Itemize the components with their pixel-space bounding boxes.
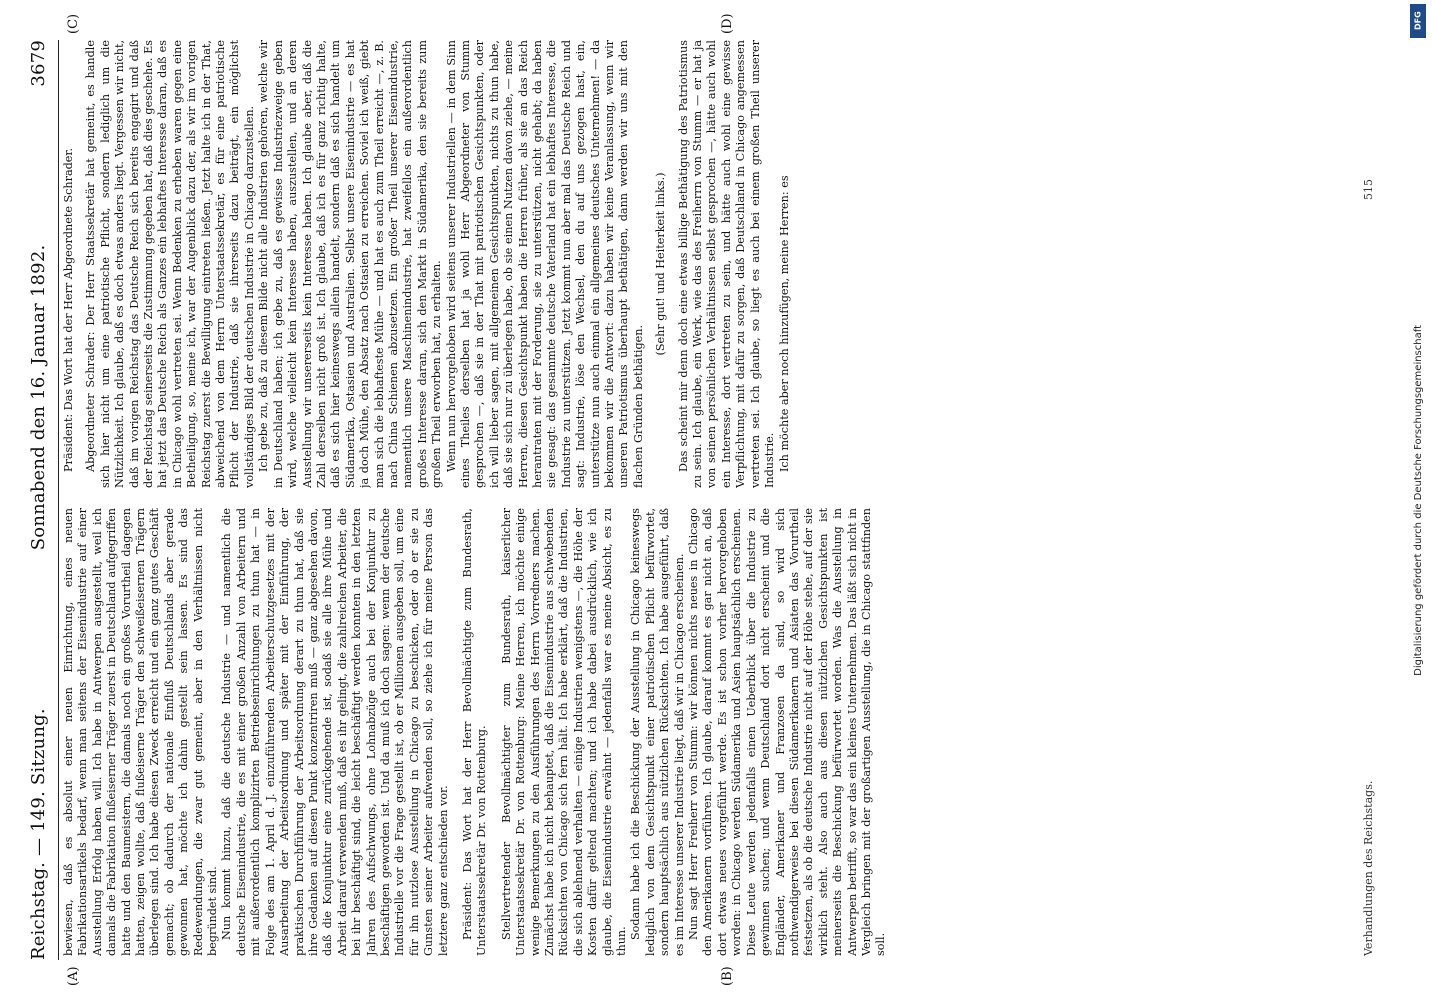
paragraph: Nun sagt Herr Freiherr von Stumm: wir können nichts neues in Chicago den Amerikanern vorführen. Ich glaube, darauf kommt es gar nicht an, daß dort etwas neues vorgeführt werde. Es ist schon vorher hervorgehoben worden: in Chicago werden Südamerika und Asien hauptsächlich erscheinen. Diese Leute werden jedenfalls einen Ueberblick über die Industrie zu gewinnen suchen; und wenn Deutschland dort nicht erscheint und die Engländer, Amerikaner und Franzosen da sind, so wird sich nothwendigerweise bei diesen Südamerikanern und Asiaten das Vorurtheil festsetzen, als ob die deutsche Industrie nicht auf der Höhe stehe, auf der sie wirklich steht. Also auch aus diesen nützlichen Gesichtspunkten ist meinerseits die Beschickung befürwortet worden. Was die Ausstellung in Antwerpen betrifft, so war das ein kleines Unternehmen. Das läßt sich nicht in Vergleich bringen mit der großartigen Ausstellung, die in Chicago stattfinden soll. — [687, 508, 888, 956]
paragraph: Ich möchte aber noch hinzufügen, meine Herren: es — [777, 175, 791, 472]
speaker-paragraph: Abgeordneter Schrader: Der Herr Staatssekretär hat gemeint, es handle sich hier nicht um eine patriotische Pflicht, sondern lediglich um die Nützlichkeit. Ich glaube, daß es doch etwas anders liegt. Vergessen wir nicht, daß im vorigen Reichstag das Deutsche Reich sich bereits engagirt und daß der Reichstag seinerseits die Zustimmung gegeben hat, daß dies geschehe. Es hat jetzt das Deutsche Reich als Ganzes ein lebhaftes Interesse daran, daß es in Chicago wohl vertreten sei. Wenn Bedenken zu erheben waren gegen eine Betheiligung, so, meine ich, war der Augenblick dazu der, als wir im vorigen Reichstag zuerst die Bewilligung eintreten ließen. Jetzt halte ich in der That, abweichend von dem Herrn Unterstaatssekretär, es für eine patriotische Pflicht der Industrie, daß sie ihrerseits dazu beiträgt, ein möglichst vollständiges Bild der deutschen Industrie in Chicago darzustellen. — [84, 40, 256, 488]
interjection: (Sehr gut! und Heiterkeit links.) — [654, 172, 668, 356]
speaker-paragraph: Präsident: Das Wort hat der Herr Bevollmächtigte zum Bundesrath, Unterstaatssekretär Dr. von Rottenburg. — [460, 508, 489, 956]
text-column-right — [62, 40, 1302, 488]
paragraph: bewiesen, daß es absolut einer neuen Einrichtung, eines neuen Fabrikationsartikels bedarf, wenn man seitens der Eisenindustrie auf einer Ausstellung Erfolg haben will. Ich habe in Antwerpen ausgestellt, weil ich damals die Fabrikation flußeiserner Träger zuerst in Deutschland aufgegriffen hatte und den Baumeistern, die damals noch ein großes Vorurtheil dagegen hatten, zeigen wollte, daß flußeiserne Träger den schweißeisernen Trägern überlegen sind. Ich habe diesen Zweck erreicht und ein ganz gutes Geschäft gemacht; ob dadurch der nationale Einfluß Deutschlands aber gerade gewonnen hat, möchte ich dahin gestellt sein lassen. Es sind das Redewendungen, die zwar gut gemeint, aber in den Verhältnissen nicht begründet sind. — [62, 508, 220, 956]
paragraph: Das scheint mir denn doch eine etwas billige Bethätigung des Patriotismus zu sein. Ich glaube, ein Werk, wie das des Freiherrn von Stumm — er hat ja von seinen persönlichen Verhältnissen selbst gesprochen —, hätte auch wohl ein Interesse, dort vertreten zu sein, und hätte auch wohl eine gewisse Verpflichtung, mit dafür zu sorgen, daß Deutschland in Chicago angemessen vertreten sei. Ich glaube, so liegt es auch bei einem großen Theil unserer Industrie. — [676, 40, 777, 488]
margin-marker-b: (B) — [720, 966, 735, 986]
dfg-logo: DFG — [1410, 4, 1426, 38]
footer-source: Verhandlungen des Reichstags. — [1362, 780, 1375, 956]
margin-marker-c: (C) — [66, 13, 81, 34]
footer-sheet-number: 515 — [1362, 179, 1375, 200]
page-header — [18, 40, 59, 960]
paragraph: Sodann habe ich die Beschickung der Ausstellung in Chicago keineswegs lediglich von dem Gesichtspunkt einer patriotischen Pflicht befürwortet, sondern hauptsächlich aus nützlichen Rücksichten. Ich habe ausgeführt, daß es im Interesse unserer Industrie liegt, daß wir in Chicago erscheinen. — [629, 508, 686, 956]
dfg-sidebar — [1404, 0, 1432, 1000]
page-number: 3679 — [27, 40, 49, 87]
paragraph: Ich gebe zu, daß zu diesem Bilde nicht alle Industrien gehören, welche wir in Deutschland haben; ich gebe zu, daß es gewisse Industriezweige geben wird, welche vielleicht kein Interesse haben, auszustellen, und an deren Ausstellung wir unsererseits kein Interesse haben. Ich glaube aber, daß die Zahl derselben nicht groß ist. Ich glaube, daß ich es für ganz richtig halte, daß es sich hier keineswegs allein handelt, sondern daß es sich handelt um Südamerika, Ostasien und Australien. Selbst unsere Eisenindustrie — es hat ja doch Mühe, den Absatz nach Ostasien zu erreichen. Soviel ich weiß, giebt man sich die lebhafteste Mühe — und hat es auch zum Theil erreicht —, z. B. nach China Schienen abzusetzen. Ein großer Theil unserer Eisenindustrie, namentlich unsere Maschinenindustrie, hat zweifellos ein außerordentlich großes Interesse daran, sich den Markt in Südamerika, den sie bereits zum großen Theil erworben hat, zu erhalten. — [257, 40, 444, 488]
header-left: Reichstag. — 149. Sitzung. — [27, 708, 49, 960]
margin-marker-a: (A) — [66, 966, 81, 986]
margin-marker-d: (D) — [720, 13, 735, 34]
text-column-left — [62, 508, 1302, 956]
paragraph: Nun kommt hinzu, daß die deutsche Industrie — und namentlich die deutsche Eisenindustrie, die es mit einer großen Anzahl von Arbeitern und mit außerordentlich komplizirten Betriebseinrichtungen zu thun hat — in Folge des am 1. April d. J. einzuführenden Arbeiterschutzgesetzes mit der Ausarbeitung der Arbeitsordnung und später mit der Einführung, der praktischen Durchführung der Arbeitsordnung derart zu thun hat, daß sie ihre Gedanken auf diesen Punkt konzentriren muß — ganz abgesehen davon, daß die Konjunktur eine zurückgehende ist, sodaß sie alle ihre Mühe und Arbeit darauf verwenden muß, daß es ihr gelingt, die zahlreichen Arbeiter, die bei ihr beschäftigt sind, die leicht beschäftigt werden konnten in den letzten Jahren des Aufschwungs, ohne Lohnabzüge auch bei der Konjunktur zu beschäftigen geworden ist. Und da muß ich doch sagen: wenn der deutsche Industrielle vor die Frage gestellt ist, ob er Millionen ausgeben soll, um eine für ihn nutzlose Ausstellung in Chicago zu beschicken, oder ob er sie zu Gunsten seiner Arbeiter aufwenden soll, so ziehe ich für meine Person das letztere ganz entschieden vor. — [220, 508, 450, 956]
paragraph: Wenn nun hervorgehoben wird seitens unserer Industriellen — in dem Sinn eines Theiles derselben hat ja wohl Herr Abgeordneter von Stumm gesprochen —, daß sie in der That mit patriotischen Gesichtspunkten, oder ich will lieber sagen, mit allgemeinen Gesichtspunkten, nichts zu thun habe, daß sie sich nur zu überlegen habe, ob sie einen Nutzen davon ziehe, — meine Herren, diesen Gesichtspunkt haben die Herren früher, als sie an das Reich herantraten mit der Forderung, sie zu unterstützen, nicht gehabt; da haben sie gesagt: das gesammte deutsche Vaterland hat ein lebhaftes Interesse, die Industrie zu unterstützen. Jetzt kommt nun aber mal das Deutsche Reich und sagt: Industrie, löse den Wechsel, den du auf uns gezogen hast, ein, unterstütze nun auch einmal ein allgemeines deutsches Unternehmen! — da bekommen wir die Antwort: dazu haben wir keine Veranlassung, wenn wir unseren Patriotismus überhaupt bethätigen, dann werden wir uns mit den flachen Gründen bethätigen. — [444, 40, 645, 488]
dfg-funding-note: Digitalisierung gefördert durch die Deutsche Forschungsgemeinschaft — [1412, 324, 1424, 676]
speaker-paragraph: Stellvertretender Bevollmächtigter zum Bundesrath, kaiserlicher Unterstaatssekretär Dr. von Rottenburg: Meine Herren, ich möchte einige wenige Bemerkungen zu den Ausführungen des Herrn Vorredners machen. Zunächst habe ich nicht behauptet, daß die Eisenindustrie aus schwebenden Rücksichten von Chicago sich fern hält. Ich habe erklärt, daß die Industrien, die sich ablehnend verhalten — einige Industrien wenigstens —, die Höhe der Kosten dafür geltend machten; und ich habe dabei ausdrücklich, wie ich glaube, die Eisenindustrie erwähnt — jedenfalls war es meine Absicht, es zu thun. — [499, 508, 629, 956]
speaker-paragraph: Präsident: Das Wort hat der Herr Abgeordnete Schrader. — [62, 147, 75, 472]
header-date: Sonnabend den 16. Januar 1892. — [27, 244, 49, 551]
